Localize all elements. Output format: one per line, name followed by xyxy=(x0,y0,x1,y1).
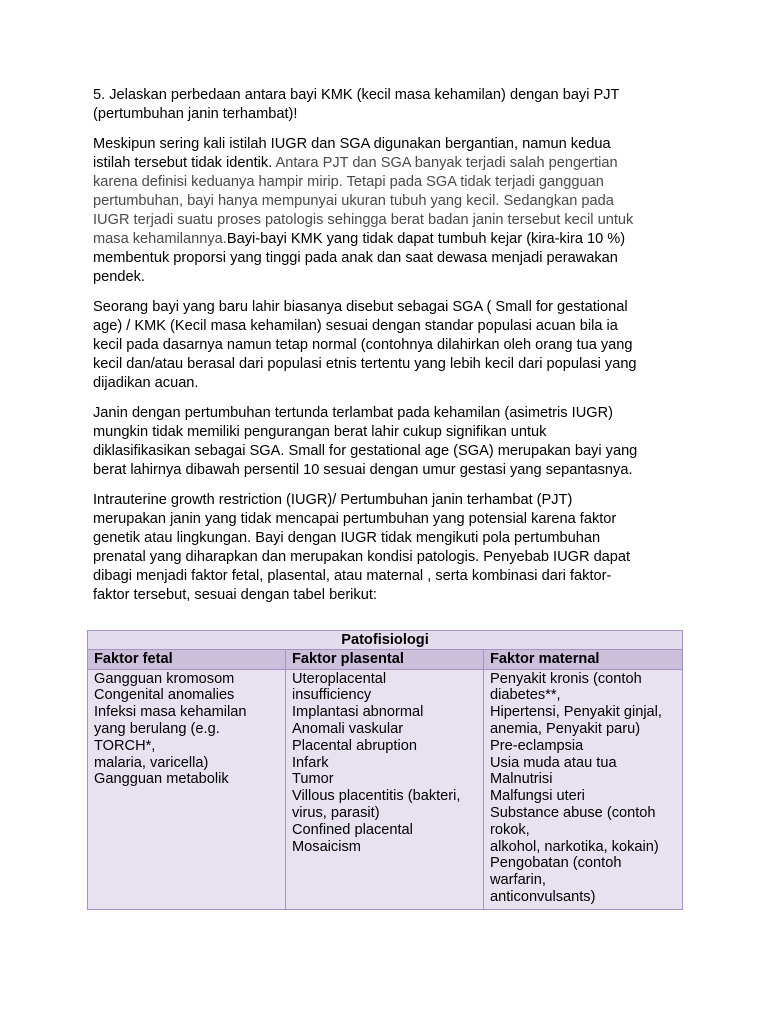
text-segment: Bayi-bayi KMK yang tidak dapat tumbuh kejar (kira-kira 10 %) xyxy=(226,231,626,247)
paragraph-sga-definition xyxy=(93,298,693,393)
question-paragraph xyxy=(93,86,693,124)
text-line: (pertumbuhan janin terhambat)! xyxy=(93,106,298,122)
text-line xyxy=(93,173,693,192)
text-segment: masa kehamilannya. xyxy=(93,231,227,247)
cell-line: anemia, Penyakit paru) xyxy=(490,720,641,737)
column-header-maternal: Faktor maternal xyxy=(484,649,683,669)
document-body xyxy=(93,86,693,616)
cell-line: diabetes**, xyxy=(490,687,561,704)
text-segment: istilah tersebut tidak identik. xyxy=(93,155,276,171)
text-line: 5. Jelaskan perbedaan antara bayi KMK (kecil masa kehamilan) dengan bayi PJT xyxy=(93,87,620,103)
fetal-factors-cell xyxy=(88,669,286,909)
cell-line: TORCH*, xyxy=(94,737,156,754)
cell-line: Penyakit kronis (contoh xyxy=(490,670,642,687)
cell-line: Infark xyxy=(292,754,329,771)
text-line xyxy=(93,135,693,154)
text-line xyxy=(93,211,693,230)
cell-line: Pre-eclampsia xyxy=(490,737,584,754)
text-line xyxy=(93,249,693,268)
text-segment: IUGR terjadi suatu proses patologis sehingga berat badan janin tersebut kecil untuk xyxy=(93,212,634,228)
text-segment: Meskipun sering kali istilah IUGR dan SGA digunakan bergantian, namun kedua xyxy=(93,136,611,152)
maternal-factors-cell xyxy=(484,669,683,909)
text-line: mungkin tidak memiliki pengurangan berat lahir cukup signifikan untuk xyxy=(93,424,547,440)
cell-line: Infeksi masa kehamilan xyxy=(94,704,247,721)
text-segment: pertumbuhan, bayi hanya mempunyai ukuran tubuh yang kecil. Sedangkan pada xyxy=(93,193,614,209)
text-segment: pendek. xyxy=(93,269,145,285)
cell-line: Malfungsi uteri xyxy=(490,788,585,805)
cell-line: Gangguan metabolik xyxy=(94,771,229,788)
text-line: kecil pada dasarnya namun tetap normal (contohnya dilahirkan oleh orang tua yang xyxy=(93,337,633,353)
cell-line: warfarin, xyxy=(490,872,546,889)
text-line xyxy=(93,268,693,287)
cell-line: Substance abuse (contoh xyxy=(490,804,656,821)
cell-line: Congenital anomalies xyxy=(94,687,235,704)
text-line: dibagi menjadi faktor fetal, plasental, atau maternal , serta kombinasi dari faktor- xyxy=(93,568,612,584)
text-line: faktor tersebut, sesuai dengan tabel berikut: xyxy=(93,587,377,603)
cell-line: Tumor xyxy=(292,771,334,788)
text-line: diklasifikasikan sebagai SGA. Small for gestational age (SGA) merupakan bayi yang xyxy=(93,443,638,459)
table-title: Patofisiologi xyxy=(88,631,683,650)
cell-line: Placental abruption xyxy=(292,737,417,754)
cell-line: Usia muda atau tua xyxy=(490,754,617,771)
text-line: merupakan janin yang tidak mencapai pertumbuhan yang potensial karena faktor xyxy=(93,511,617,527)
cell-line: Gangguan kromosom xyxy=(94,670,235,687)
cell-line: virus, parasit) xyxy=(292,804,380,821)
text-line: kecil dan/atau berasal dari populasi etnis tertentu yang lebih kecil dari populasi yang xyxy=(93,356,637,372)
column-header-fetal: Faktor fetal xyxy=(88,649,286,669)
pathophysiology-table xyxy=(87,630,683,910)
text-line xyxy=(93,192,693,211)
text-line: genetik atau lingkungan. Bayi dengan IUGR tidak mengikuti pola pertumbuhan xyxy=(93,530,601,546)
cell-line: Pengobatan (contoh xyxy=(490,855,622,872)
cell-line: anticonvulsants) xyxy=(490,888,596,905)
cell-line: Villous placentitis (bakteri, xyxy=(292,788,461,805)
cell-line: insufficiency xyxy=(292,687,372,704)
cell-line: Malnutrisi xyxy=(490,771,553,788)
text-line: Seorang bayi yang baru lahir biasanya disebut sebagai SGA ( Small for gestational xyxy=(93,299,628,315)
text-segment: Antara PJT dan SGA banyak terjadi salah pengertian xyxy=(275,155,618,171)
cell-line: rokok, xyxy=(490,821,530,838)
cell-line: Uteroplacental xyxy=(292,670,387,687)
column-header-placental: Faktor plasental xyxy=(286,649,484,669)
cell-line: Confined placental xyxy=(292,821,413,838)
cell-line: alkohol, narkotika, kokain) xyxy=(490,838,659,855)
paragraph-iugr-definition xyxy=(93,491,693,605)
paragraph-asymmetric-iugr xyxy=(93,404,693,480)
cell-line: malaria, varicella) xyxy=(94,754,209,771)
text-line: Janin dengan pertumbuhan tertunda terlambat pada kehamilan (asimetris IUGR) xyxy=(93,405,613,421)
cell-line: Anomali vaskular xyxy=(292,720,404,737)
text-segment: karena definisi keduanya hampir mirip. Tetapi pada SGA tidak terjadi gangguan xyxy=(93,174,604,190)
cell-line: yang berulang (e.g. xyxy=(94,720,220,737)
text-line xyxy=(93,230,693,249)
cell-line: Mosaicism xyxy=(292,838,361,855)
placental-factors-cell xyxy=(286,669,484,909)
text-line: Intrauterine growth restriction (IUGR)/ Pertumbuhan janin terhambat (PJT) xyxy=(93,492,573,508)
text-segment: membentuk proporsi yang tinggi pada anak dan saat dewasa menjadi perawakan xyxy=(93,250,618,266)
text-line: prenatal yang diharapkan dan merupakan kondisi patologis. Penyebab IUGR dapat xyxy=(93,549,631,565)
text-line: berat lahirnya dibawah persentil 10 sesuai dengan umur gestasi yang sepantasnya. xyxy=(93,462,633,478)
paragraph-iugr-sga xyxy=(93,135,693,287)
table-row xyxy=(88,669,683,909)
text-line xyxy=(93,154,693,173)
text-line: dijadikan acuan. xyxy=(93,375,199,391)
text-line: age) / KMK (Kecil masa kehamilan) sesuai dengan standar populasi acuan bila ia xyxy=(93,318,618,334)
cell-line: Hipertensi, Penyakit ginjal, xyxy=(490,704,662,721)
cell-line: Implantasi abnormal xyxy=(292,704,424,721)
table-header-row xyxy=(88,649,683,669)
